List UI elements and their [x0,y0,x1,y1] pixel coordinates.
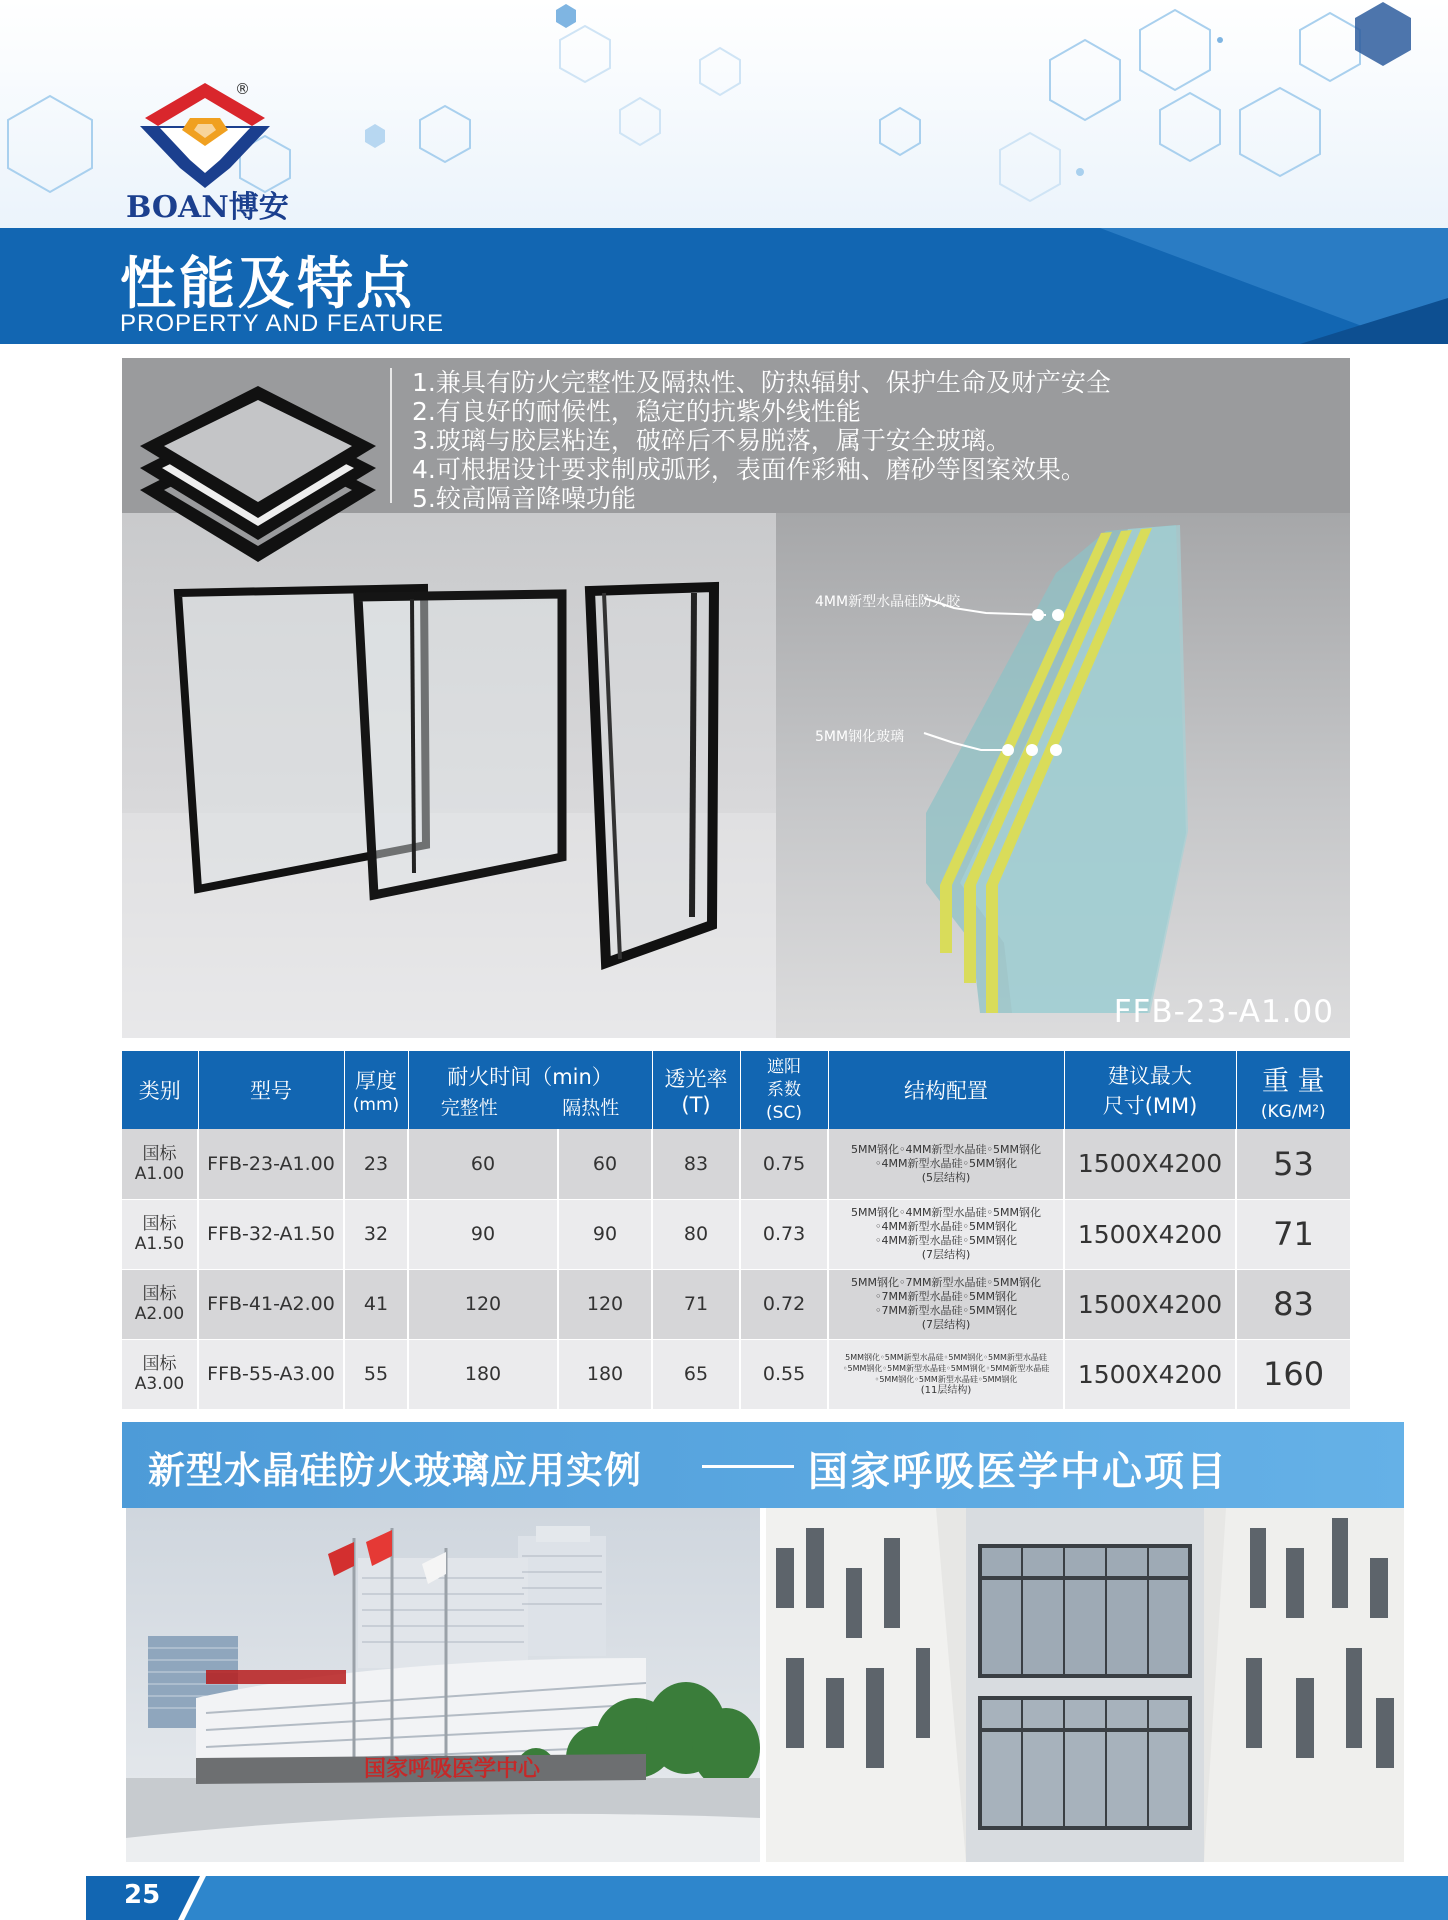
feature-item: 1.兼具有防火完整性及隔热性、防热辐射、保护生命及财产安全 [412,368,1111,397]
cell-max-size: 1500X4200 [1064,1129,1236,1199]
cell-model: FFB-55-A3.00 [198,1339,344,1409]
structure-line: ◦4MM新型水晶硅◦5MM钢化 [875,1220,1017,1233]
cell-max-size: 1500X4200 [1064,1339,1236,1409]
cell-integrity: 60 [408,1129,558,1199]
cell-integrity: 120 [408,1269,558,1339]
cell-category [122,1269,198,1339]
hospital-sign-text: 国家呼吸医学中心 [364,1757,541,1782]
col-header-structure: 结构配置 [828,1051,1064,1129]
cell-transmittance: 83 [652,1129,740,1199]
cell-max-size: 1500X4200 [1064,1199,1236,1269]
structure-line: ◦4MM新型水晶硅◦5MM钢化 [875,1156,1017,1170]
col-header-fire-time [408,1051,652,1129]
brand-name-cn: 博安 [228,190,289,225]
structure-note: (5层结构) [921,1170,971,1184]
footer-bar [0,1876,1448,1920]
shading-label-1: 遮阳 [767,1056,802,1077]
table-row [122,1339,1350,1409]
cell-model: FFB-23-A1.00 [198,1129,344,1199]
max-size-label-1: 建议最大 [1108,1064,1193,1088]
col-header-thickness [344,1051,408,1129]
structure-line: 5MM钢化◦4MM新型水晶硅◦5MM钢化 [851,1206,1041,1219]
fire-time-subheaders [409,1093,652,1120]
fire-time-label: 耐火时间（min） [447,1064,613,1089]
thickness-label: 厚度 [355,1069,397,1093]
cell-transmittance: 80 [652,1199,740,1269]
structure-line: 5MM钢化◦4MM新型水晶硅◦5MM钢化 [851,1142,1041,1156]
structure-line: ◦7MM新型水晶硅◦5MM钢化 [875,1290,1017,1303]
section-label-glue: 4MM新型水晶硅防火胶 [815,594,961,610]
structure-note: (11层结构) [920,1385,972,1396]
case-study-project: 国家呼吸医学中心项目 [808,1449,1228,1495]
structure-line: 5MM钢化◦5MM新型水晶硅◦5MM钢化◦5MM新型水晶硅 [845,1353,1047,1362]
cell-structure [828,1129,1064,1199]
table-header-row [122,1051,1350,1129]
feature-item: 4.可根据设计要求制成弧形，表面作彩釉、磨砂等图案效果。 [412,455,1086,484]
table-row [122,1199,1350,1269]
cell-thickness: 55 [344,1339,408,1409]
cell-shading: 0.73 [740,1199,828,1269]
feature-divider [390,368,392,503]
cell-transmittance: 71 [652,1269,740,1339]
feature-item: 2.有良好的耐候性，稳定的抗紫外线性能 [412,397,861,426]
cell-category [122,1129,198,1199]
cell-structure [828,1199,1064,1269]
cell-transmittance: 65 [652,1339,740,1409]
col-header-weight [1236,1051,1350,1129]
shading-label-2: 系数 [767,1079,802,1100]
table-row [122,1129,1350,1199]
cell-max-size: 1500X4200 [1064,1269,1236,1339]
registered-mark: ® [235,80,250,98]
brand-name [126,182,289,226]
page-title: 性能及特点 [120,252,415,317]
thickness-unit: (mm) [352,1095,400,1115]
hospital-exterior-photo [126,1508,760,1862]
feature-item: 5.较高隔音降噪功能 [412,484,636,513]
category-line-1: 国标 [142,1284,177,1304]
case-study-title: 新型水晶硅防火玻璃应用实例 [148,1449,642,1492]
col-header-max-size [1064,1051,1236,1129]
feature-list [412,368,1111,513]
page-subtitle: PROPERTY AND FEATURE [120,310,445,337]
glass-frames-photo [122,513,776,1038]
structure-note: (7层结构) [921,1318,971,1331]
cell-weight: 83 [1236,1269,1350,1339]
cell-category [122,1199,198,1269]
cell-model: FFB-32-A1.50 [198,1199,344,1269]
feature-panel [122,358,1350,1038]
feature-item: 3.玻璃与胶层粘连，破碎后不易脱落，属于安全玻璃。 [412,426,1011,455]
cell-weight: 160 [1236,1339,1350,1409]
cell-weight: 71 [1236,1199,1350,1269]
cell-shading: 0.72 [740,1269,828,1339]
col-header-transmittance [652,1051,740,1129]
transmittance-label: 透光率 [664,1067,728,1091]
category-line-2: A2.00 [134,1304,185,1324]
col-header-category: 类别 [122,1051,198,1129]
insulation-label: 隔热性 [562,1096,620,1119]
table-row [122,1269,1350,1339]
col-header-model: 型号 [198,1051,344,1129]
weight-label: 重 量 [1261,1065,1325,1097]
section-label-glass: 5MM钢化玻璃 [815,729,905,745]
cell-model: FFB-41-A2.00 [198,1269,344,1339]
cell-integrity: 180 [408,1339,558,1409]
title-separator-line [702,1465,794,1468]
spec-table [122,1051,1350,1410]
cell-thickness: 41 [344,1269,408,1339]
model-tag: FFB-23-A1.00 [1113,994,1334,1030]
cell-structure [828,1339,1064,1409]
category-line-2: A3.00 [134,1374,185,1394]
brand-name-en: BOAN [126,190,229,225]
cell-shading: 0.75 [740,1129,828,1199]
cell-category [122,1339,198,1409]
cell-structure [828,1269,1064,1339]
integrity-label: 完整性 [440,1096,498,1119]
cell-thickness: 23 [344,1129,408,1199]
cell-insulation: 60 [558,1129,652,1199]
structure-line: 5MM钢化◦7MM新型水晶硅◦5MM钢化 [851,1276,1041,1289]
cell-thickness: 32 [344,1199,408,1269]
weight-unit: (KG/M²) [1260,1101,1326,1122]
cell-weight: 53 [1236,1129,1350,1199]
structure-line: ◦7MM新型水晶硅◦5MM钢化 [875,1304,1017,1317]
category-line-1: 国标 [142,1143,177,1164]
cell-insulation: 120 [558,1269,652,1339]
col-header-shading [740,1051,828,1129]
transmittance-unit: (T) [681,1093,711,1117]
category-line-2: A1.00 [134,1163,185,1184]
structure-line: ◦4MM新型水晶硅◦5MM钢化 [875,1234,1017,1247]
cell-shading: 0.55 [740,1339,828,1409]
structure-line: ◦5MM钢化◦5MM新型水晶硅◦5MM钢化 [874,1375,1018,1384]
max-size-label-2: 尺寸(MM) [1102,1094,1198,1118]
category-line-1: 国标 [142,1354,177,1374]
cell-insulation: 180 [558,1339,652,1409]
structure-note: (7层结构) [921,1248,971,1261]
shading-label-3: (SC) [766,1102,802,1123]
cell-integrity: 90 [408,1199,558,1269]
cell-insulation: 90 [558,1199,652,1269]
page-number: 25 [124,1880,161,1910]
glass-walkway-photo [766,1508,1404,1862]
category-line-1: 国标 [142,1214,177,1234]
category-line-2: A1.50 [134,1234,185,1254]
structure-line: ◦5MM钢化◦5MM新型水晶硅◦5MM钢化◦5MM新型水晶硅 [842,1364,1050,1373]
